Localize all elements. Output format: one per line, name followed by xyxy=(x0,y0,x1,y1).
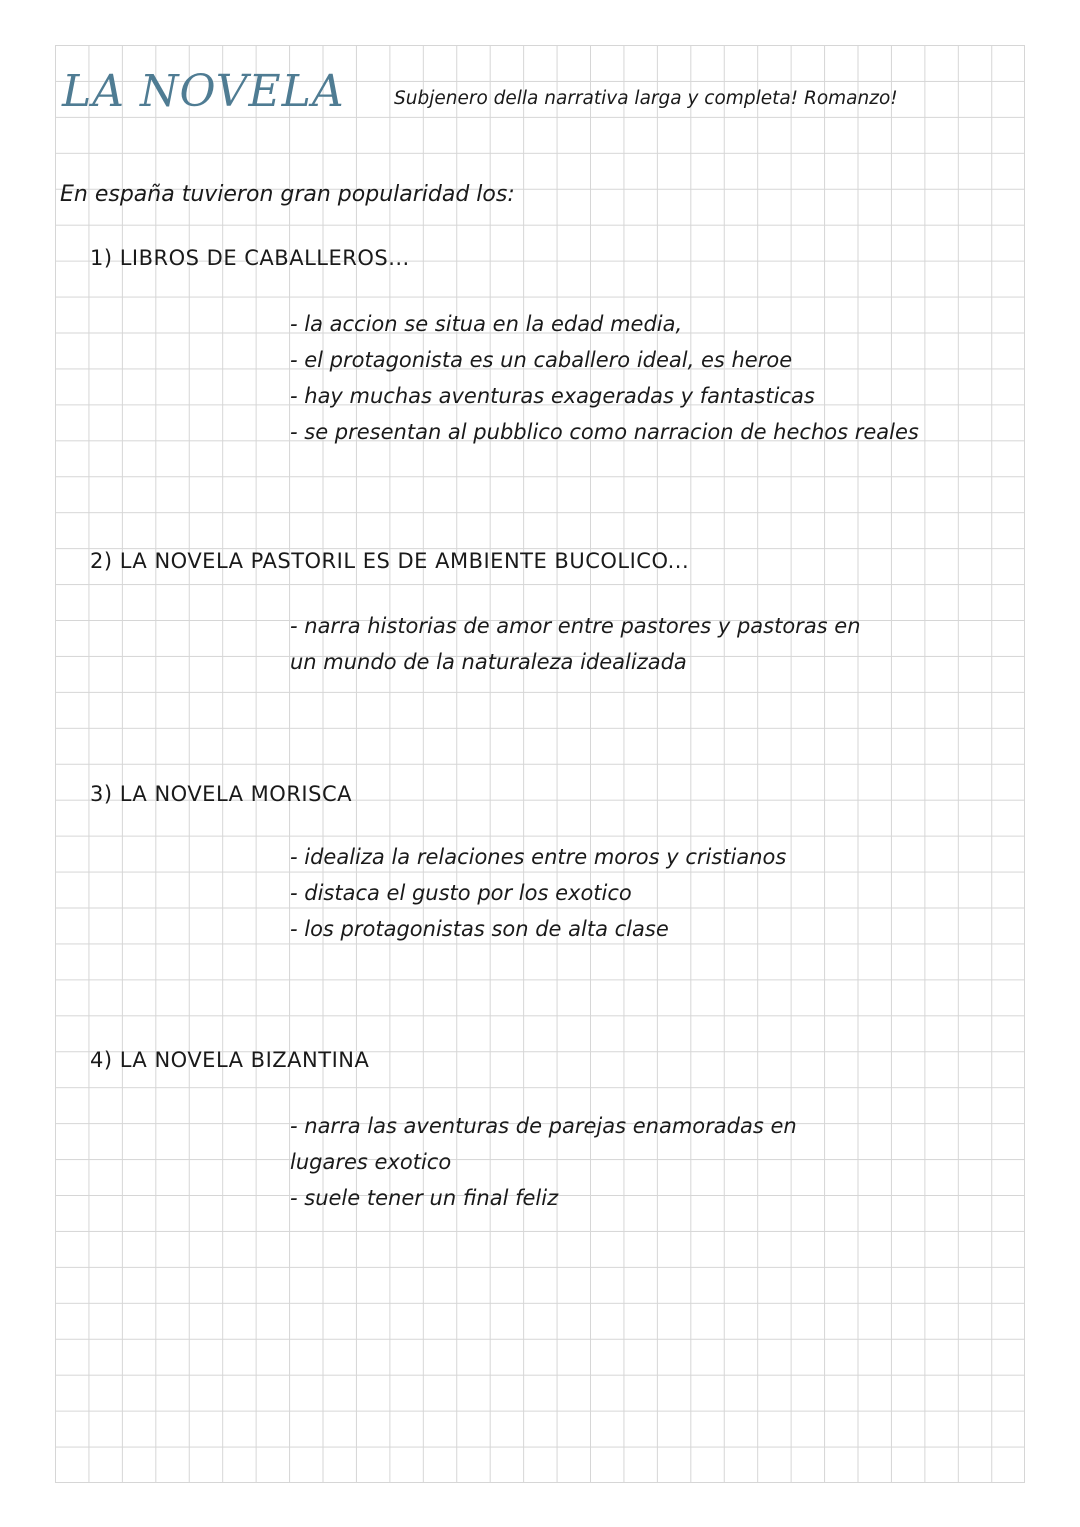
bullet-line: - los protagonistas son de alta clase xyxy=(290,917,669,941)
bullet-line: - el protagonista es un caballero ideal, es heroe xyxy=(290,348,793,372)
section-bullets-caballeros xyxy=(290,306,919,450)
page-title: LA NOVELA xyxy=(62,66,345,117)
bullet-line: - hay muchas aventuras exageradas y fantasticas xyxy=(290,384,815,408)
section-bullets-bizantina xyxy=(290,1108,797,1216)
intro-line: En españa tuvieron gran popularidad los: xyxy=(60,182,515,207)
section-bullets-morisca xyxy=(290,839,786,947)
section-heading-pastoril: 2) LA NOVELA PASTORIL ES DE AMBIENTE BUCOLICO... xyxy=(90,549,690,573)
section-heading-caballeros: 1) LIBROS DE CABALLEROS... xyxy=(90,246,410,270)
bullet-line: - narra historias de amor entre pastores y pastoras en xyxy=(290,614,861,638)
section-heading-morisca: 3) LA NOVELA MORISCA xyxy=(90,782,352,806)
bullet-line: un mundo de la naturaleza idealizada xyxy=(290,650,687,674)
page-subtitle: Subjenero della narrativa larga y completa! Romanzo! xyxy=(394,88,898,109)
bullet-line: - suele tener un final feliz xyxy=(290,1186,559,1210)
section-bullets-pastoril xyxy=(290,608,861,680)
bullet-line: - narra las aventuras de parejas enamoradas en xyxy=(290,1114,797,1138)
bullet-line: lugares exotico xyxy=(290,1150,452,1174)
bullet-line: - idealiza la relaciones entre moros y cristianos xyxy=(290,845,787,869)
section-heading-bizantina: 4) LA NOVELA BIZANTINA xyxy=(90,1048,370,1072)
bullet-line: - se presentan al pubblico como narracion de hechos reales xyxy=(290,420,919,444)
bullet-line: - la accion se situa en la edad media, xyxy=(290,312,683,336)
bullet-line: - distaca el gusto por los exotico xyxy=(290,881,632,905)
